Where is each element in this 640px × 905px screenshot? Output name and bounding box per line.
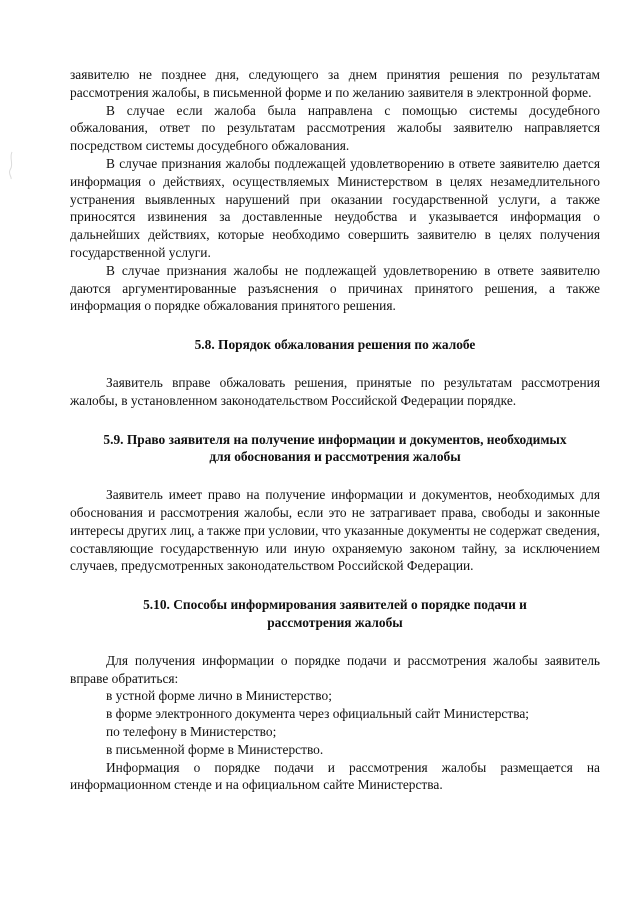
paragraph-complaint-rejected: В случае признания жалобы не подлежащей удовлетворению в ответе заявителю даются аргументированные разъяснения о причинах принятого решения, а также информация о порядке обжалования принятого решения. [70,262,600,314]
list-item-phone: по телефону в Министерство; [106,723,277,739]
list-item-oral: в устной форме лично в Министерство; [106,688,332,704]
list-item-written: в письменной форме в Министерство. [106,741,324,757]
section-5-10-intro: Для получения информации о порядке подачи и рассмотрения жалобы заявитель вправе обратиться: [70,652,600,686]
section-5-9-heading-line2: для обоснования и рассмотрения жалобы [209,449,461,465]
paragraph-complaint-satisfied: В случае признания жалобы подлежащей удовлетворению в ответе заявителю дается информация о действиях, осуществляемых Министерством в целях незамедлительного устранения выявленных нарушений при оказании государственной услуги, а также приносятся извинения за доставленные неудобства и указывается информация о дальнейших действиях, которые необходимо совершить заявителю в целях получения государственной услуги. [70,155,600,260]
section-5-8-text: Заявитель вправе обжаловать решения, принятые по результатам рассмотрения жалобы, в установленном законодательством Российской Федерации порядке. [70,374,600,408]
section-5-9-text: Заявитель имеет право на получение информации и документов, необходимых для обоснования и рассмотрения жалобы, если это не затрагивает права, свободы и законные интересы других лиц, а также при условии, что указанные документы не содержат сведения, составляющие государственную или иную охраняемую законом тайну, за исключением случаев, предусмотренных законодательством Российской Федерации. [70,487,600,574]
section-5-10-heading-line2: рассмотрения жалобы [267,614,403,630]
section-5-10-heading-line1: 5.10. Способы информирования заявителей о порядке подачи и [143,597,527,613]
section-5-8-heading: 5.8. Порядок обжалования решения по жалобе [194,337,476,353]
scan-smudge-mark [6,150,16,180]
document-page [70,66,600,794]
section-5-9-heading-line1: 5.9. Право заявителя на получение информации и документов, необходимых [103,431,567,447]
paragraph-response-timing: заявителю не позднее дня, следующего за днем принятия решения по результатам рассмотрения жалобы, в письменной форме и по желанию заявителя в электронной форме. [70,67,600,100]
section-5-10-closing: Информация о порядке подачи и рассмотрения жалобы размещается на информационном стенде и на официальном сайте Министерства. [70,759,600,793]
list-item-electronic: в форме электронного документа через официальный сайт Министерства; [106,706,530,722]
paragraph-pre-trial-system: В случае если жалоба была направлена с помощью системы досудебного обжалования, ответ по результатам рассмотрения жалобы заявителю направляется посредством системы досудебного обжалования. [70,102,600,154]
